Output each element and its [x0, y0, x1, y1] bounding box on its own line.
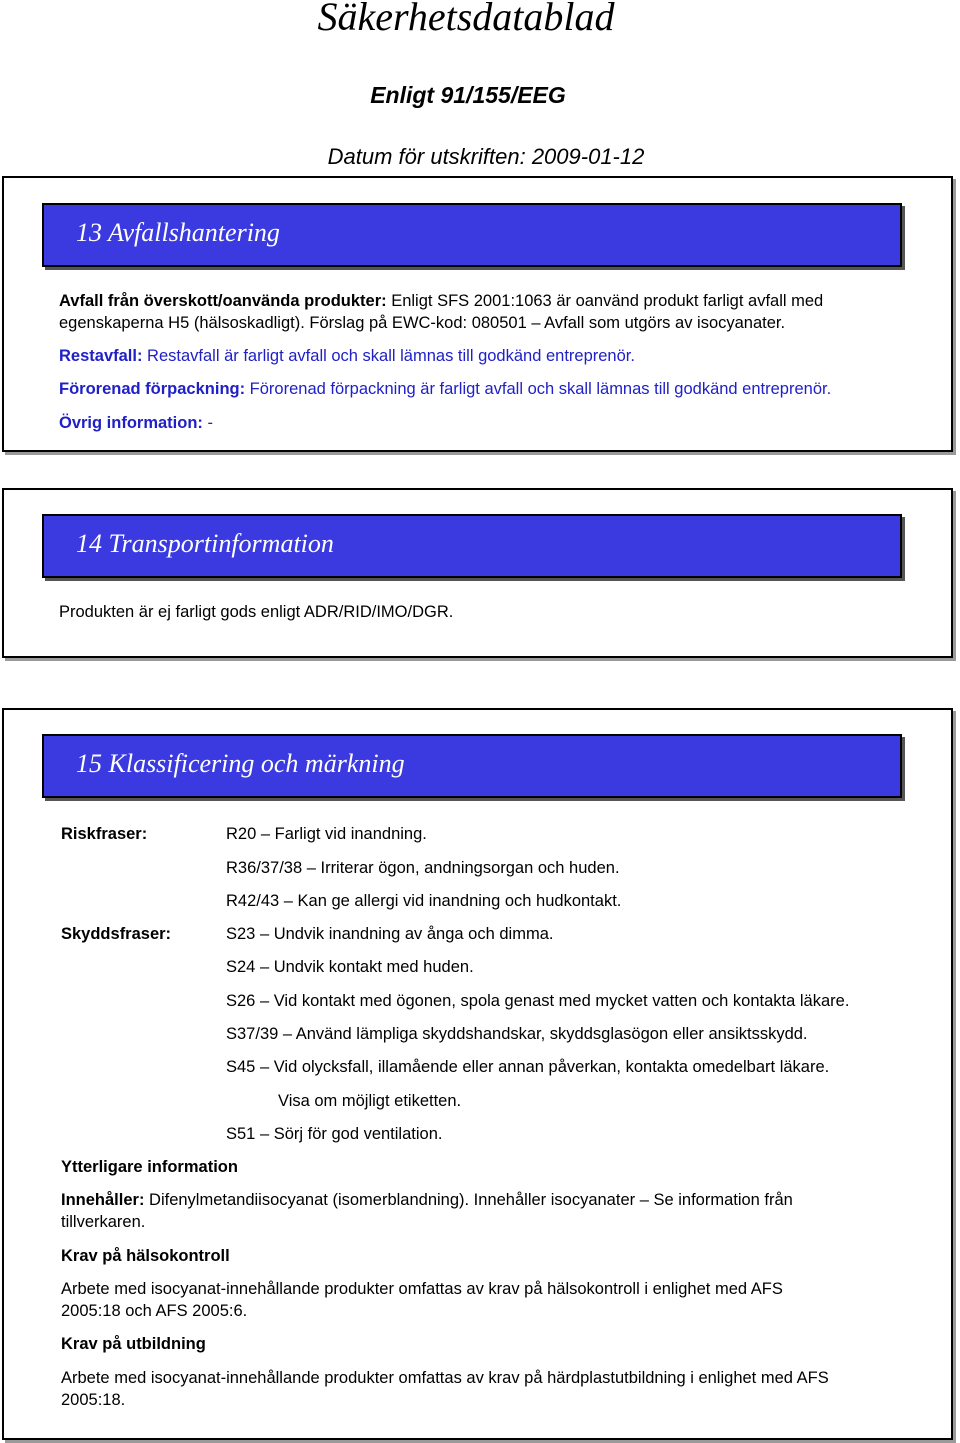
section-15-box — [2, 708, 953, 1440]
health-check-label: Krav på hälsokontroll — [61, 1247, 230, 1265]
disposal-label: Avfall från överskott/oanvända produkter: — [59, 292, 387, 310]
safety-phrase-item: S24 – Undvik kontakt med huden. — [226, 958, 474, 976]
contains-label: Innehåller: — [61, 1191, 145, 1209]
risk-phrase-item: R20 – Farligt vid inandning. — [226, 825, 427, 843]
safety-phrase-item: S45 – Vid olycksfall, illamående eller annan påverkan, kontakta omedelbart läkare. — [226, 1058, 830, 1076]
contains-paragraph — [61, 1189, 793, 1211]
risk-phrases-label: Riskfraser: — [61, 825, 148, 843]
contaminated-packaging-text: Förorenad förpackning är farligt avfall och skall lämnas till godkänd entreprenör. — [245, 380, 832, 398]
safety-phrases-label: Skyddsfraser: — [61, 925, 172, 943]
safety-phrase-continuation: Visa om möjligt etiketten. — [278, 1092, 462, 1110]
residual-waste-text: Restavfall är farligt avfall och skall lämnas till godkänd entreprenör. — [142, 347, 635, 365]
other-information-label: Övrig information: — [59, 414, 203, 432]
disposal-paragraph-line2: egenskaperna H5 (hälsoskadligt). Förslag på EWC-kod: 080501 – Avfall som utgörs av isocyanater. — [59, 314, 786, 332]
health-check-text: Arbete med isocyanat-innehållande produkter omfattas av krav på hälsokontroll i enlighet med AFS — [61, 1280, 783, 1298]
contaminated-packaging-paragraph — [59, 378, 831, 400]
safety-phrase-item: S23 – Undvik inandning av ånga och dimma. — [226, 925, 554, 943]
section-13-box — [2, 176, 953, 452]
residual-waste-label: Restavfall: — [59, 347, 143, 365]
section-14-banner — [42, 514, 902, 578]
transport-text: Produkten är ej farligt gods enligt ADR/RID/IMO/DGR. — [59, 603, 454, 621]
document-subtitle: Enligt 91/155/EEG — [370, 82, 566, 108]
section-13-heading: 13 Avfallshantering — [76, 218, 280, 247]
contains-paragraph-line2: tillverkaren. — [61, 1213, 146, 1231]
other-information-paragraph — [59, 412, 213, 434]
contains-text: Difenylmetandiisocyanat (isomerblandning). Innehåller isocyanater – Se information från — [144, 1191, 793, 1209]
section-15-heading: 15 Klassificering och märkning — [76, 749, 405, 778]
print-date: Datum för utskriften: 2009-01-12 — [327, 144, 645, 169]
health-check-text-line2: 2005:18 och AFS 2005:6. — [61, 1302, 248, 1320]
section-13-banner — [42, 203, 902, 267]
risk-phrase-item: R42/43 – Kan ge allergi vid inandning och hudkontakt. — [226, 892, 622, 910]
risk-phrase-item: R36/37/38 – Irriterar ögon, andningsorgan och huden. — [226, 859, 620, 877]
disposal-text: Enligt SFS 2001:1063 är oanvänd produkt farligt avfall med — [386, 292, 824, 310]
residual-waste-paragraph — [59, 345, 635, 367]
training-text-line2: 2005:18. — [61, 1391, 126, 1409]
training-label: Krav på utbildning — [61, 1335, 206, 1353]
further-information-label: Ytterligare information — [61, 1158, 238, 1176]
safety-phrase-item: S37/39 – Använd lämpliga skyddshandskar, skyddsglasögon eller ansiktsskydd. — [226, 1025, 808, 1043]
safety-phrase-item: S26 – Vid kontakt med ögonen, spola genast med mycket vatten och kontakta läkare. — [226, 992, 850, 1010]
section-14-heading: 14 Transportinformation — [76, 529, 334, 558]
contaminated-packaging-label: Förorenad förpackning: — [59, 380, 246, 398]
document-title: Säkerhetsdatablad — [317, 0, 615, 39]
safety-phrase-item: S51 – Sörj för god ventilation. — [226, 1125, 443, 1143]
training-text: Arbete med isocyanat-innehållande produkter omfattas av krav på härdplastutbildning i enlighet med AFS — [61, 1369, 829, 1387]
other-information-text: - — [202, 414, 214, 432]
section-14-box — [2, 488, 953, 658]
disposal-paragraph — [59, 290, 823, 312]
section-15-banner — [42, 734, 902, 798]
